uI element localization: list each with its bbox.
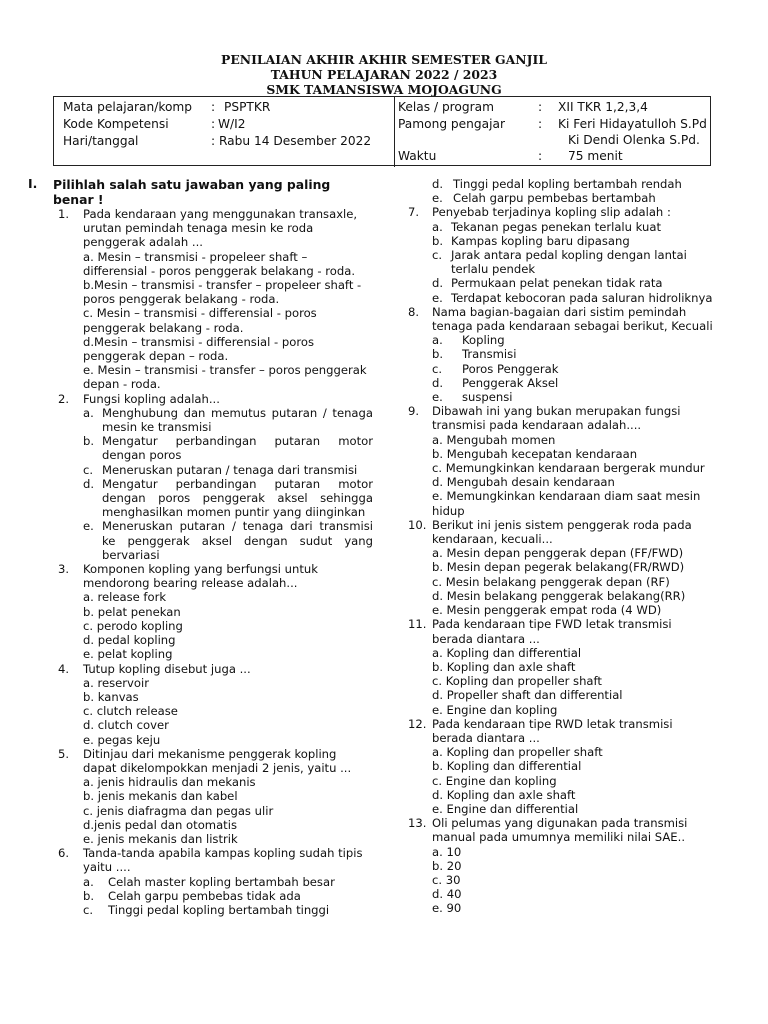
exam-header xyxy=(0,52,768,97)
option-a: a. release fork xyxy=(83,590,167,605)
kode-value: W/I2 xyxy=(218,117,246,131)
option-b: b. kanvas xyxy=(83,689,139,704)
right-column xyxy=(408,177,713,916)
info-table xyxy=(53,96,711,166)
info-divider xyxy=(394,97,395,167)
question-9: 9. Dibawah ini yang bukan merupakan fungsi transmisi pada kendaraan adalah.... a. Mengubah momen b. Mengubah kecepatan kendaraan c. Memungkinkan kendaraan bergerak mundur d. Mengubah desain kendaraan e. Memungkinkan kendaraan diam saat mesin hidup xyxy=(408,404,713,518)
question-text: Oli pelumas yang digunakan pada transmisi manual pada umumnya memiliki nilai SAE.. xyxy=(432,816,688,845)
option-b: b. Transmisi xyxy=(432,347,517,362)
option-a: a. reservoir xyxy=(83,675,150,690)
pamong-value-1: Ki Feri Hidayatulloh S.Pd xyxy=(558,117,707,131)
kelas-value: XII TKR 1,2,3,4 xyxy=(558,100,648,114)
option-e: e. Engine dan differential xyxy=(432,801,579,816)
option-a: a. Tekanan pegas penekan terlalu kuat xyxy=(432,219,662,234)
kode-label: Kode Kompetensi xyxy=(63,117,169,131)
section-title: Pilihlah salah satu jawaban yang paling benar ! xyxy=(53,177,331,207)
option-c: c. Tinggi pedal kopling bertambah tinggi xyxy=(83,902,330,917)
option-c: c. Meneruskan putaran / tenaga dari transmisi xyxy=(83,462,358,477)
option-d: d.Mesin – transmisi - differensial - poros penggerak depan – roda. xyxy=(83,334,315,364)
question-text: Komponen kopling yang berfungsi untuk mendorong bearing release adalah... xyxy=(83,562,318,591)
option-e: e. Celah garpu pembebas bertambah xyxy=(432,191,656,206)
option-e: e. 90 xyxy=(432,901,462,916)
question-1: 1. Pada kendaraan yang menggunakan transaxle, urutan pemindah tenaga mesin ke roda penggerak adalah ... a. Mesin – transmisi - propeleer shaft – differensial - poros penggerak belakang - roda. b.Mesin – transmisi - transfer – propeleer shaft - poros penggerak belakang - roda. c. Mesin – transmisi - differensial - poros penggerak belakang - roda. d.Mesin – transmisi - differensial - poros penggerak depan – roda. e. Mesin – transmisi - transfer – poros penggerak depan - roda. xyxy=(58,207,373,392)
mapel-value: PSPTKR xyxy=(224,100,271,114)
left-column xyxy=(28,177,373,917)
option-e: e. pelat kopling xyxy=(83,647,173,662)
option-e: e. Mesin – transmisi - transfer – poros penggerak depan - roda. xyxy=(83,363,367,392)
option-d: d.jenis pedal dan otomatis xyxy=(83,817,237,832)
header-year: TAHUN PELAJARAN 2022 / 2023 xyxy=(270,67,498,82)
option-c: c. Mesin – transmisi - differensial - poros penggerak belakang - roda. xyxy=(83,306,317,335)
hari-value: : Rabu 14 Desember 2022 xyxy=(211,134,372,148)
question-text: Berikut ini jenis sistem penggerak roda pada kendaraan, kecuali... xyxy=(432,517,692,547)
question-text: Penyebab terjadinya kopling slip adalah : xyxy=(432,205,671,220)
option-c: c. Jarak antara pedal kopling dengan lantai terlalu pendek xyxy=(432,248,687,277)
option-d: d. pedal kopling xyxy=(83,633,176,648)
mapel-colon: : xyxy=(211,100,216,114)
question-text: Tanda-tanda apabila kampas kopling sudah tipis yaitu .... xyxy=(83,846,363,875)
option-d: d. Mesin belakang penggerak belakang(RR) xyxy=(432,588,686,603)
option-b: b.Mesin – transmisi - transfer – propeleer shaft - poros penggerak belakang - roda. xyxy=(83,278,362,307)
question-12: 12. Pada kendaraan tipe RWD letak transmisi berada diantara ... a. Kopling dan propeller shaft b. Kopling dan differential c. Engine dan kopling d. Kopling dan axle shaft e. Engine dan differential xyxy=(408,717,713,816)
header-title: PENILAIAN AKHIR AKHIR SEMESTER GANJIL xyxy=(221,52,547,67)
option-c: c. Mesin belakang penggerak depan (RF) xyxy=(432,574,670,589)
question-2: 2. Fungsi kopling adalah... a. Menghubung dan memutus putaran / tenaga mesin ke transmisi b. Mengatur perbandingan putaran motor dengan poros c. Meneruskan putaran / tenaga dari transmisi d. Mengatur perbandingan putaran motor dengan poros penggerak aksel sehingga menghasilkan momen puntir yang diinginkan e. Meneruskan putaran / tenaga dari transmisi ke penggerak aksel dengan sudut yang bervariasi xyxy=(58,391,373,562)
kelas-label: Kelas / program xyxy=(398,100,494,114)
option-d: d. Mengubah desain kendaraan xyxy=(432,475,615,490)
question-text: Ditinjau dari mekanisme penggerak kopling dapat dikelompokkan menjadi 2 jenis, yaitu ... xyxy=(83,746,352,775)
option-d: d. 40 xyxy=(432,887,462,902)
pamong-colon: : xyxy=(538,117,543,131)
option-e: e. Mesin penggerak empat roda (4 WD) xyxy=(432,603,662,618)
option-a: a. jenis hidraulis dan mekanis xyxy=(83,775,256,790)
option-c: c. Memungkinkan kendaraan bergerak mundur xyxy=(432,461,705,476)
mapel-label: Mata pelajaran/komp xyxy=(63,100,193,114)
option-a: a. Mengubah momen xyxy=(432,432,556,447)
option-d: d. Propeller shaft dan differential xyxy=(432,688,623,703)
option-c: c. Engine dan kopling xyxy=(432,773,557,788)
option-a: a. Kopling dan propeller shaft xyxy=(432,745,603,760)
question-11: 11. Pada kendaraan tipe FWD letak transmisi berada diantara ... a. Kopling dan differential b. Kopling dan axle shaft c. Kopling dan propeller shaft d. Propeller shaft dan differential e. Engine dan kopling xyxy=(408,617,713,716)
option-c: c. perodo kopling xyxy=(83,618,183,633)
option-b: b. pelat penekan xyxy=(83,604,181,619)
kode-colon: : xyxy=(211,117,216,131)
option-b: b. jenis mekanis dan kabel xyxy=(83,789,238,804)
option-d: d. Kopling dan axle shaft xyxy=(432,787,576,802)
option-b: b. Mesin depan pegerak belakang(FR/RWD) xyxy=(432,560,685,575)
option-d: d. clutch cover xyxy=(83,718,169,733)
question-10: 10. Berikut ini jenis sistem penggerak roda pada kendaraan, kecuali... a. Mesin depan penggerak depan (FF/FWD) b. Mesin depan pegerak belakang(FR/RWD) c. Mesin belakang penggerak depan (RF) d. Mesin belakang penggerak belakang(RR) e. Mesin penggerak empat roda (4 WD) xyxy=(408,518,713,617)
option-a: a. Celah master kopling bertambah besar xyxy=(83,874,335,889)
question-text: Pada kendaraan yang menggunakan transaxle, urutan pemindah tenaga mesin ke roda penggerak adalah ... xyxy=(83,207,358,250)
question-4: 4. Tutup kopling disebut juga ... a. reservoir b. kanvas c. clutch release d. clutch cover e. pegas keju xyxy=(58,662,373,747)
question-text: Nama bagian-bagaian dari sistim pemindah tenaga pada kendaraan sebagai berikut, Kecuali xyxy=(432,304,713,334)
option-a: a. Menghubung dan memutus putaran / tenaga mesin ke transmisi xyxy=(83,405,373,435)
pamong-label: Pamong pengajar xyxy=(398,117,505,131)
option-d: d. Tinggi pedal kopling bertambah rendah xyxy=(432,177,682,191)
option-b: b. Kampas kopling baru dipasang xyxy=(432,233,630,248)
option-b: b. Mengatur perbandingan putaran motor dengan poros xyxy=(83,434,373,463)
option-b: b. Mengubah kecepatan kendaraan xyxy=(432,446,638,461)
option-c: c. jenis diafragma dan pegas ulir xyxy=(83,803,274,818)
option-b: b. Kopling dan differential xyxy=(432,759,582,774)
waktu-label: Waktu xyxy=(398,149,437,163)
question-3: 3. Komponen kopling yang berfungsi untuk mendorong bearing release adalah... a. release fork b. pelat penekan c. perodo kopling d. pedal kopling e. pelat kopling xyxy=(58,562,373,661)
question-text: Fungsi kopling adalah... xyxy=(83,391,220,406)
waktu-value: 75 menit xyxy=(568,149,623,163)
kelas-colon: : xyxy=(538,100,543,114)
option-c: c. clutch release xyxy=(83,704,178,719)
option-e: e. suspensi xyxy=(432,390,513,405)
pamong-value-2: Ki Dendi Olenka S.Pd. xyxy=(568,133,700,147)
question-6-continued xyxy=(408,177,713,205)
question-text: Tutup kopling disebut juga ... xyxy=(83,661,251,676)
option-e: e. Terdapat kebocoran pada saluran hidroliknya xyxy=(432,290,713,305)
option-a: a. Kopling dan differential xyxy=(432,645,582,660)
question-5: 5. Ditinjau dari mekanisme penggerak kopling dapat dikelompokkan menjadi 2 jenis, yaitu ... a. jenis hidraulis dan mekanis b. jenis mekanis dan kabel c. jenis diafragma dan pegas ulir d.jenis pedal dan otomatis e. jenis mekanis dan listrik xyxy=(58,747,373,846)
option-e: e. pegas keju xyxy=(83,732,161,747)
option-a: a. Kopling xyxy=(432,333,505,348)
waktu-colon: : xyxy=(538,149,543,163)
option-b: b. Kopling dan axle shaft xyxy=(432,659,576,674)
option-e: e. Meneruskan putaran / tenaga dari transmisi ke penggerak aksel dengan sudut yang bervariasi xyxy=(83,519,373,562)
question-8: 8. Nama bagian-bagaian dari sistim pemindah tenaga pada kendaraan sebagai berikut, Kecuali a. Kopling b. Transmisi c. Poros Penggerak d. Penggerak Aksel e. suspensi xyxy=(408,304,713,405)
option-e: e. Engine dan kopling xyxy=(432,702,558,717)
option-d: d. Mengatur perbandingan putaran motor dengan poros penggerak aksel sehingga menghasilkan momen puntir yang diinginkan xyxy=(83,476,373,520)
section-number: I. xyxy=(28,176,38,191)
option-b: b. Celah garpu pembebas tidak ada xyxy=(83,888,301,903)
question-text: Pada kendaraan tipe FWD letak transmisi berada diantara ... xyxy=(432,617,672,646)
question-6: 6. Tanda-tanda apabila kampas kopling sudah tipis yaitu .... a. Celah master kopling bertambah besar b. Celah garpu pembebas tidak ada c. Tinggi pedal kopling bertambah tinggi xyxy=(58,846,373,917)
option-c: c. 30 xyxy=(432,872,461,887)
header-school: SMK TAMANSISWA MOJOAGUNG xyxy=(266,82,502,97)
question-text: Dibawah ini yang bukan merupakan fungsi transmisi pada kendaraan adalah.... xyxy=(432,404,681,433)
option-a: a. 10 xyxy=(432,844,462,859)
option-a: a. Mesin depan penggerak depan (FF/FWD) xyxy=(432,546,684,561)
question-7: 7. Penyebab terjadinya kopling slip adalah : a. Tekanan pegas penekan terlalu kuat b. Kampas kopling baru dipasang c. Jarak antara pedal kopling dengan lantai terlalu pendek d. Permukaan pelat penekan tidak rata e. Terdapat kebocoran pada saluran hidroliknya xyxy=(408,205,713,305)
hari-label: Hari/tanggal xyxy=(63,134,139,148)
question-text: Pada kendaraan tipe RWD letak transmisi berada diantara ... xyxy=(432,716,673,745)
option-d: d. Penggerak Aksel xyxy=(432,375,559,390)
option-a: a. Mesin – transmisi - propeleer shaft – differensial - poros penggerak belakang - roda. xyxy=(83,249,356,278)
question-13: 13. Oli pelumas yang digunakan pada transmisi manual pada umumnya memiliki nilai SAE.. a. 10 b. 20 c. 30 d. 40 e. 90 xyxy=(408,816,713,915)
option-d: d. Permukaan pelat penekan tidak rata xyxy=(432,276,663,291)
option-c: c. Poros Penggerak xyxy=(432,361,559,376)
option-c: c. Kopling dan propeller shaft xyxy=(432,674,602,689)
option-e: e. Memungkinkan kendaraan diam saat mesin hidup xyxy=(432,489,701,518)
option-e: e. jenis mekanis dan listrik xyxy=(83,831,238,846)
option-b: b. 20 xyxy=(432,858,462,873)
